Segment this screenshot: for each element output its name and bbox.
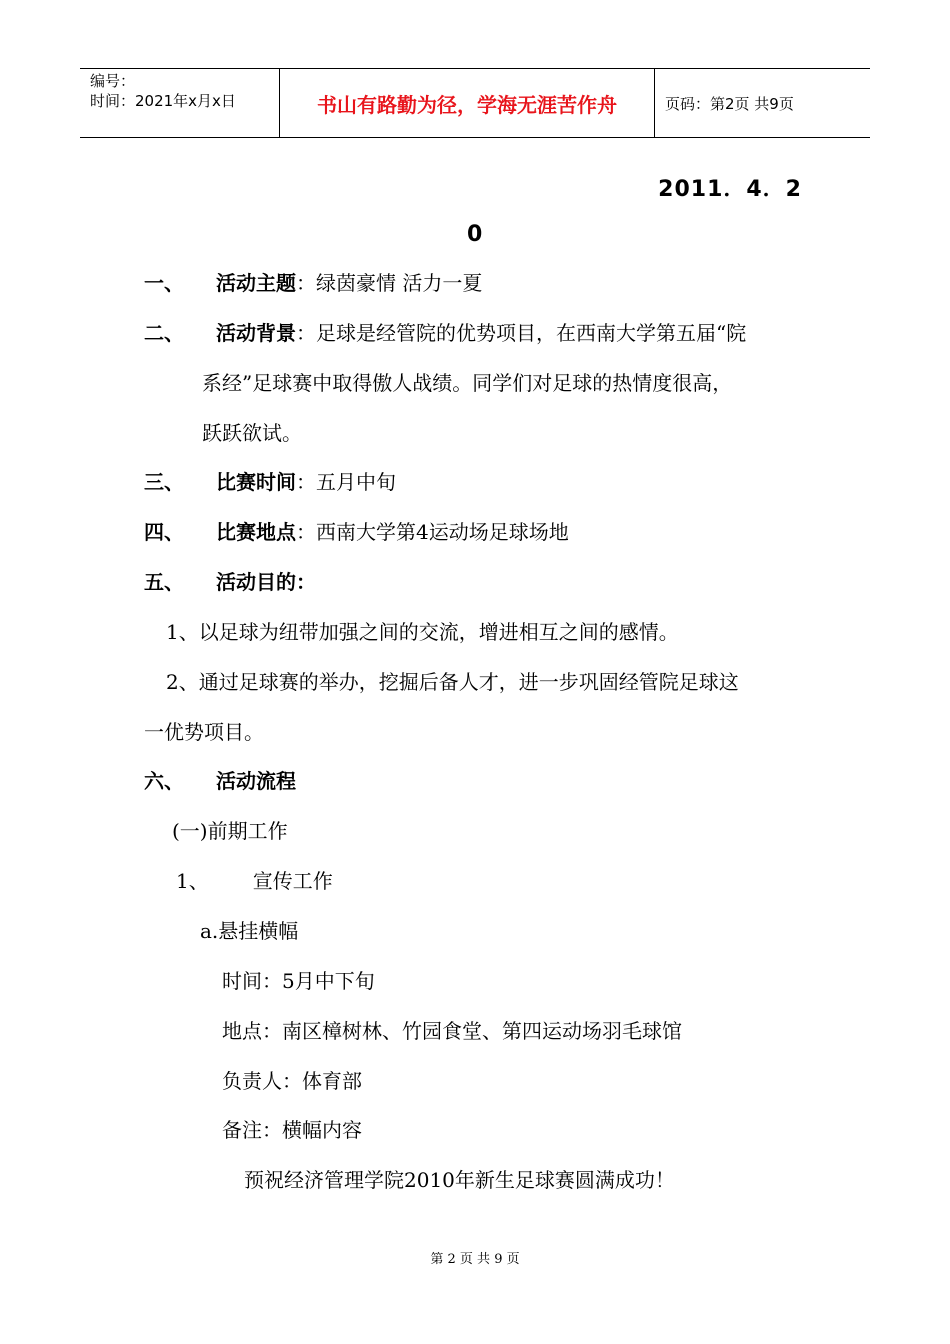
time-label: 时间：2021年x月x日 (90, 92, 236, 110)
section-number: 五、 (144, 570, 184, 594)
subsection-item-number: 1、 (176, 869, 209, 893)
section-4 (144, 519, 569, 545)
subsection-title: (一)前期工作 (172, 819, 288, 843)
subsection-item-title: 宣传工作 (252, 869, 333, 893)
date-line-1: 2011．4．2 (658, 177, 802, 202)
section-text: 五月中旬 (316, 470, 396, 494)
section-label: 活动主题 (216, 271, 296, 295)
section-label: 比赛地点 (216, 520, 296, 544)
task-a: a.悬挂横幅 (200, 919, 299, 943)
section-number: 四、 (144, 520, 184, 544)
section-label: 活动目的： (216, 570, 316, 594)
section-2-line-2: 系经”足球赛中取得傲人战绩。同学们对足球的热情度很高， (202, 371, 733, 395)
page-footer: 第 2 页 共 9 页 (430, 1252, 520, 1267)
number-label: 编号： (90, 72, 136, 90)
section-number: 三、 (144, 470, 184, 494)
section-1 (144, 270, 482, 296)
task-owner: 负责人：体育部 (222, 1069, 362, 1093)
section-2-line-3: 跃跃欲试。 (202, 421, 302, 445)
section-5 (144, 569, 316, 595)
section-text: 足球是经管院的优势项目，在西南大学第五届“院 (316, 321, 747, 345)
section-number: 六、 (144, 769, 184, 793)
section-colon: ： (296, 520, 316, 544)
header-motto: 书山有路勤为径，学海无涯苦作舟 (280, 69, 655, 137)
section-text: 绿茵豪情 活力一夏 (316, 271, 483, 295)
section-colon: ： (296, 470, 316, 494)
task-place: 地点：南区樟树林、竹园食堂、第四运动场羽毛球馆 (222, 1019, 682, 1043)
header-page-info: 页码：第2页 共9页 (665, 94, 794, 113)
purpose-item-2-cont: 一优势项目。 (144, 720, 264, 744)
task-time: 时间：5月中下旬 (222, 969, 375, 993)
purpose-item-2: 2、通过足球赛的举办，挖掘后备人才，进一步巩固经管院足球这 (166, 670, 739, 694)
purpose-item-1: 1、以足球为纽带加强之间的交流，增进相互之间的感情。 (166, 620, 679, 644)
page-header (80, 68, 870, 138)
section-colon: ： (296, 321, 316, 345)
section-6 (144, 768, 296, 794)
header-meta (80, 69, 280, 137)
date-line-2: 0 (467, 222, 483, 247)
section-number: 一、 (144, 271, 184, 295)
section-3 (144, 469, 396, 495)
section-label: 活动流程 (216, 769, 296, 793)
banner-text: 预祝经济管理学院2010年新生足球赛圆满成功！ (244, 1168, 675, 1192)
section-text: 西南大学第4运动场足球场地 (316, 520, 569, 544)
task-note: 备注：横幅内容 (222, 1118, 362, 1142)
section-colon: ： (296, 271, 316, 295)
section-number: 二、 (144, 321, 184, 345)
section-label: 活动背景 (216, 321, 296, 345)
subsection-item (176, 868, 333, 894)
section-label: 比赛时间 (216, 470, 296, 494)
section-2 (144, 320, 746, 346)
